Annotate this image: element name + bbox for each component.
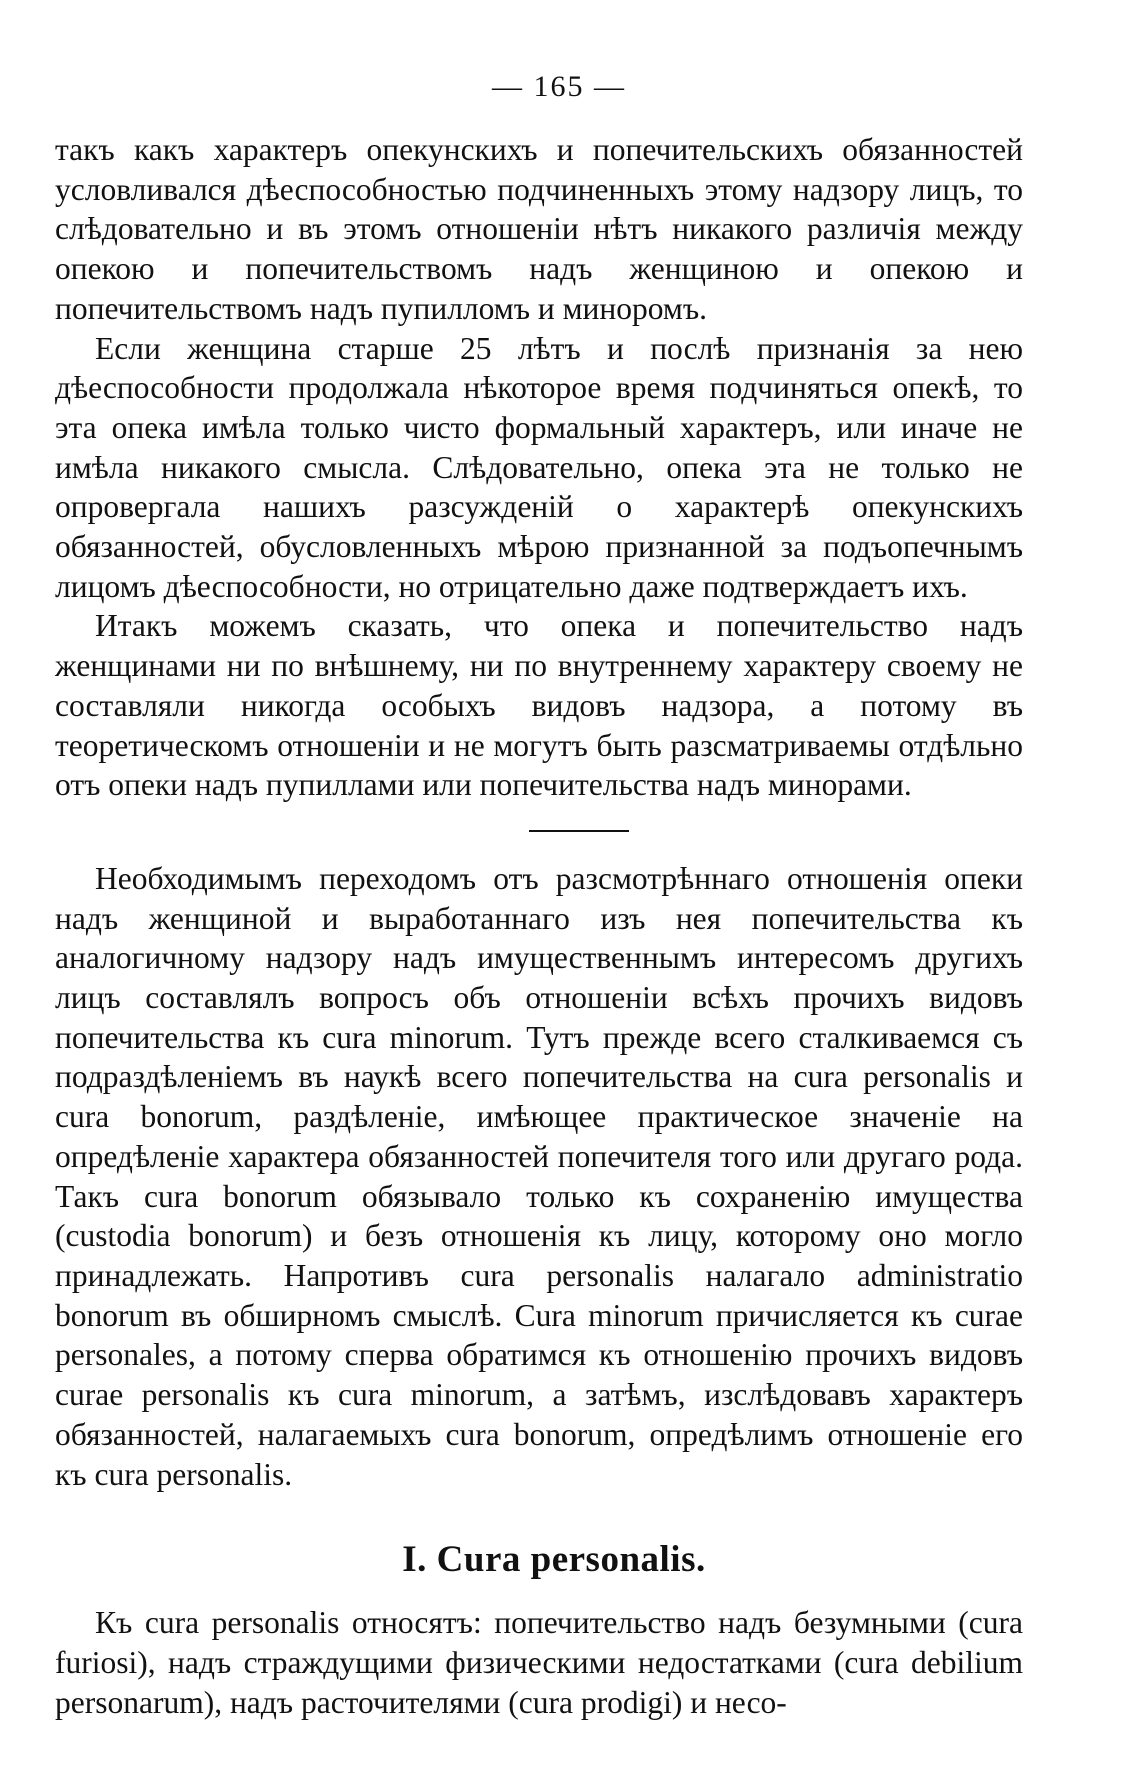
section-divider — [529, 830, 629, 832]
paragraph-1: такъ какъ характеръ опекунскихъ и попечительскихъ обязанностей условливался дѣеспособностью подчиненныхъ этому надзору лицъ, то слѣдовательно и въ этомъ отношеніи нѣтъ никакого различія между опекою и попечительствомъ надъ женщиною и опекою и попечительствомъ надъ пупилломъ и миноромъ. — [55, 132, 1023, 326]
page-number: — 165 — — [492, 70, 626, 103]
paragraph-4: Необходимымъ переходомъ отъ разсмотрѣннаго отношенія опеки надъ женщиной и выработаннаго изъ нея попечительства къ аналогичному надзору надъ имущественнымъ интересомъ другихъ лицъ составлялъ вопросъ объ отношеніи всѣхъ прочихъ видовъ попечительства къ cura minorum. Тутъ прежде всего сталкиваемся съ подраздѣленіемъ въ наукѣ всего попечительства на cura personalis и cura bonorum, раздѣленіе, имѣющее практическое значеніе на опредѣленіе характера обязанностей попечителя того или другаго рода. Такъ cura bonorum обязывало только къ сохраненію имущества (custodia bonorum) и безъ отношенія къ лицу, которому оно могло принадлежать. Напротивъ cura personalis налагало administratio bonorum въ обширномъ смыслѣ. Cura minorum причисляется къ curae personales, а потому сперва обратимся къ отношенію прочихъ видовъ curae personalis къ cura minorum, а затѣмъ, изслѣдовавъ характеръ обязанностей, налагаемыхъ cura bonorum, опредѣлимъ отношеніе его къ cura personalis. — [55, 860, 1023, 1492]
document-page — [55, 70, 1023, 1722]
paragraph-5: Къ cura personalis относятъ: попечительство надъ безумными (cura furiosi), надъ страждущими физическими недостатками (cura debilium personarum), надъ расточителями (cura prodigi) и несо- — [55, 1605, 1023, 1720]
paragraph-3: Итакъ можемъ сказать, что опека и попечительство надъ женщинами ни по внѣшнему, ни по внутреннему характеру своему не составляли никогда особыхъ видовъ надзора, а потому въ теоретическомъ отношеніи и не могутъ быть разсматриваемы отдѣльно отъ опеки надъ пупиллами или попечительства надъ минорами. — [55, 608, 1023, 803]
section-heading: I. Cura personalis. — [402, 1539, 706, 1581]
paragraph-2: Если женщина старше 25 лѣтъ и послѣ признанія за нею дѣеспособности продолжала нѣкоторое время подчиняться опекѣ, то эта опека имѣла только чисто формальный характеръ, или иначе не имѣла никакого смысла. Слѣдовательно, опека эта не только не опровергала нашихъ разсужденій о характерѣ опекунскихъ обязанностей, обусловленныхъ мѣрою признанной за подъопечнымъ лицомъ дѣеспособности, но отрицательно даже подтверждаетъ ихъ. — [55, 330, 1023, 604]
